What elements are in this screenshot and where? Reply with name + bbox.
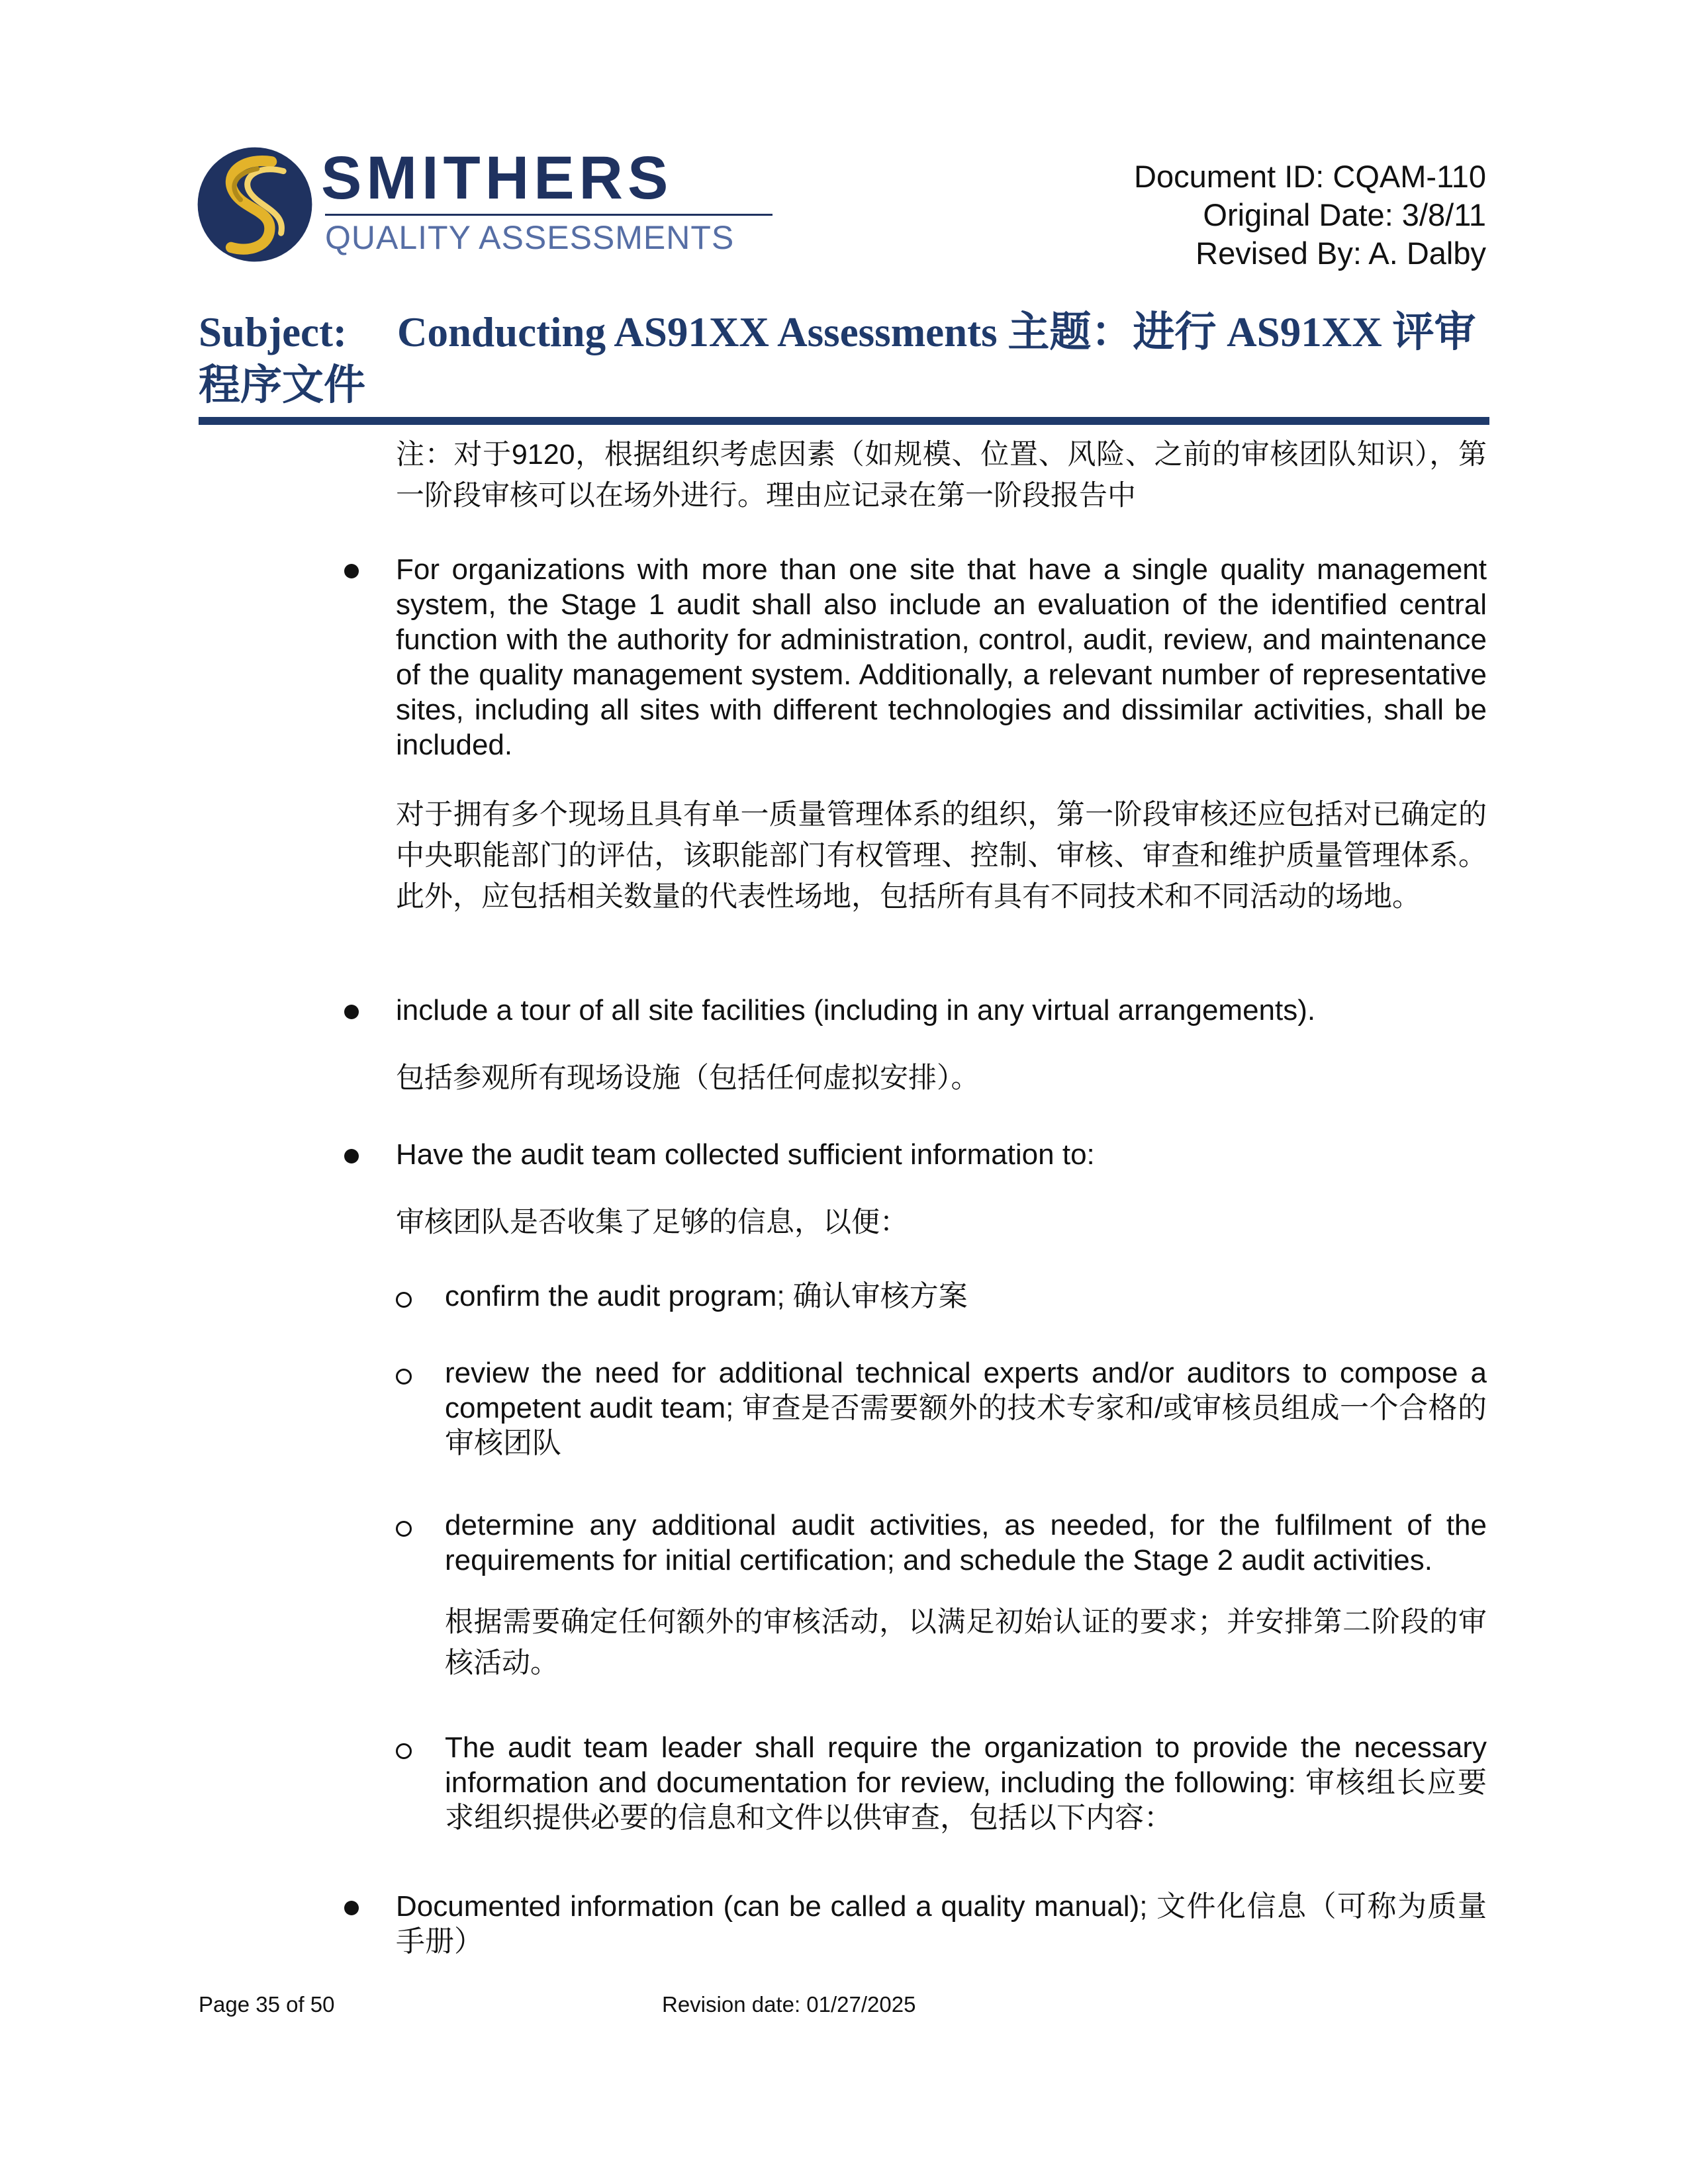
bullet-icon bbox=[344, 1005, 359, 1019]
bullet-icon bbox=[344, 564, 359, 578]
original-date: Original Date: 3/8/11 bbox=[1203, 197, 1486, 232]
header-divider bbox=[199, 417, 1489, 425]
sub-bullet-icon bbox=[396, 1743, 412, 1759]
bullet-documented-info: Documented information (can be called a quality manual); 文件化信息（可称为质量手册） bbox=[396, 1890, 1487, 1958]
bullet-info-en: Have the audit team collected sufficient information to: bbox=[396, 1138, 1095, 1171]
subject-text: Conducting AS91XX Assessments 主题：进行 AS91XX 评审程序文件 bbox=[199, 309, 1476, 408]
bullet-multisite-en: For organizations with more than one site that have a single quality management system, the Stage 1 audit shall also include an evaluation of the identified central function with the authority for administration, control, audit, review, and maintenance of the quality management system. Additionally, a relevant number of representative sites, including all sites with different technologies and dissimilar activities, shall be included. bbox=[396, 553, 1487, 761]
logo-tagline: QUALITY ASSESSMENTS bbox=[325, 219, 735, 256]
document-subject bbox=[199, 306, 1489, 412]
bullet-icon bbox=[344, 1901, 359, 1915]
sub-item-confirm-program: confirm the audit program; 确认审核方案 bbox=[445, 1280, 968, 1312]
sub-bullet-icon bbox=[396, 1369, 412, 1385]
note-paragraph-zh: 注：对于9120，根据组织考虑因素（如规模、位置、风险、之前的审核团队知识），第一阶段审核可以在场外进行。理由应记录在第一阶段报告中 bbox=[396, 439, 1487, 512]
subject-label: Subject: bbox=[199, 309, 347, 355]
document-meta bbox=[1134, 158, 1486, 273]
revision-date: Revision date: 01/27/2025 bbox=[662, 1992, 916, 2017]
bullet-info-zh: 审核团队是否收集了足够的信息，以便： bbox=[396, 1206, 908, 1238]
company-logo bbox=[195, 142, 784, 265]
page-number: Page 35 of 50 bbox=[199, 1992, 335, 2017]
bullet-multisite-zh: 对于拥有多个现场且具有单一质量管理体系的组织，第一阶段审核还应包括对已确定的中央职能部门的评估，该职能部门有权管理、控制、审核、审查和维护质量管理体系。此外，应包括相关数量的代表性场地，包括所有具有不同技术和不同活动的场地。 bbox=[396, 799, 1487, 913]
revised-by: Revised By: A. Dalby bbox=[1196, 236, 1486, 271]
logo-divider bbox=[325, 214, 773, 216]
sub-item-additional-activities-en: determine any additional audit activities, as needed, for the fulfilment of the requirements for initial certification; and schedule the Stage 2 audit activities. bbox=[445, 1509, 1487, 1576]
bullet-icon bbox=[344, 1149, 359, 1163]
sub-bullet-icon bbox=[396, 1292, 412, 1308]
sub-item-additional-activities-zh: 根据需要确定任何额外的审核活动，以满足初始认证的要求；并安排第二阶段的审核活动。 bbox=[445, 1606, 1487, 1679]
bullet-tour-zh: 包括参观所有现场设施（包括任何虚拟安排）。 bbox=[396, 1062, 980, 1094]
bullet-tour-en: include a tour of all site facilities (including in any virtual arrangements). bbox=[396, 994, 1316, 1026]
sub-item-review-experts: review the need for additional technical experts and/or auditors to compose a competent audit team; 审查是否需要额外的技术专家和/或审核员组成一个合格的审核团队 bbox=[445, 1357, 1487, 1459]
sub-bullet-icon bbox=[396, 1521, 412, 1537]
smithers-swoosh-icon bbox=[195, 145, 314, 264]
sub-item-team-leader: The audit team leader shall require the organization to provide the necessary information and documentation for review, including the following: 审核组长应要求组织提供必要的信息和文件以供审查，包括以下内容： bbox=[445, 1731, 1487, 1834]
document-id: Document ID: CQAM-110 bbox=[1134, 159, 1486, 194]
logo-wordmark: SMITHERS bbox=[321, 144, 673, 212]
